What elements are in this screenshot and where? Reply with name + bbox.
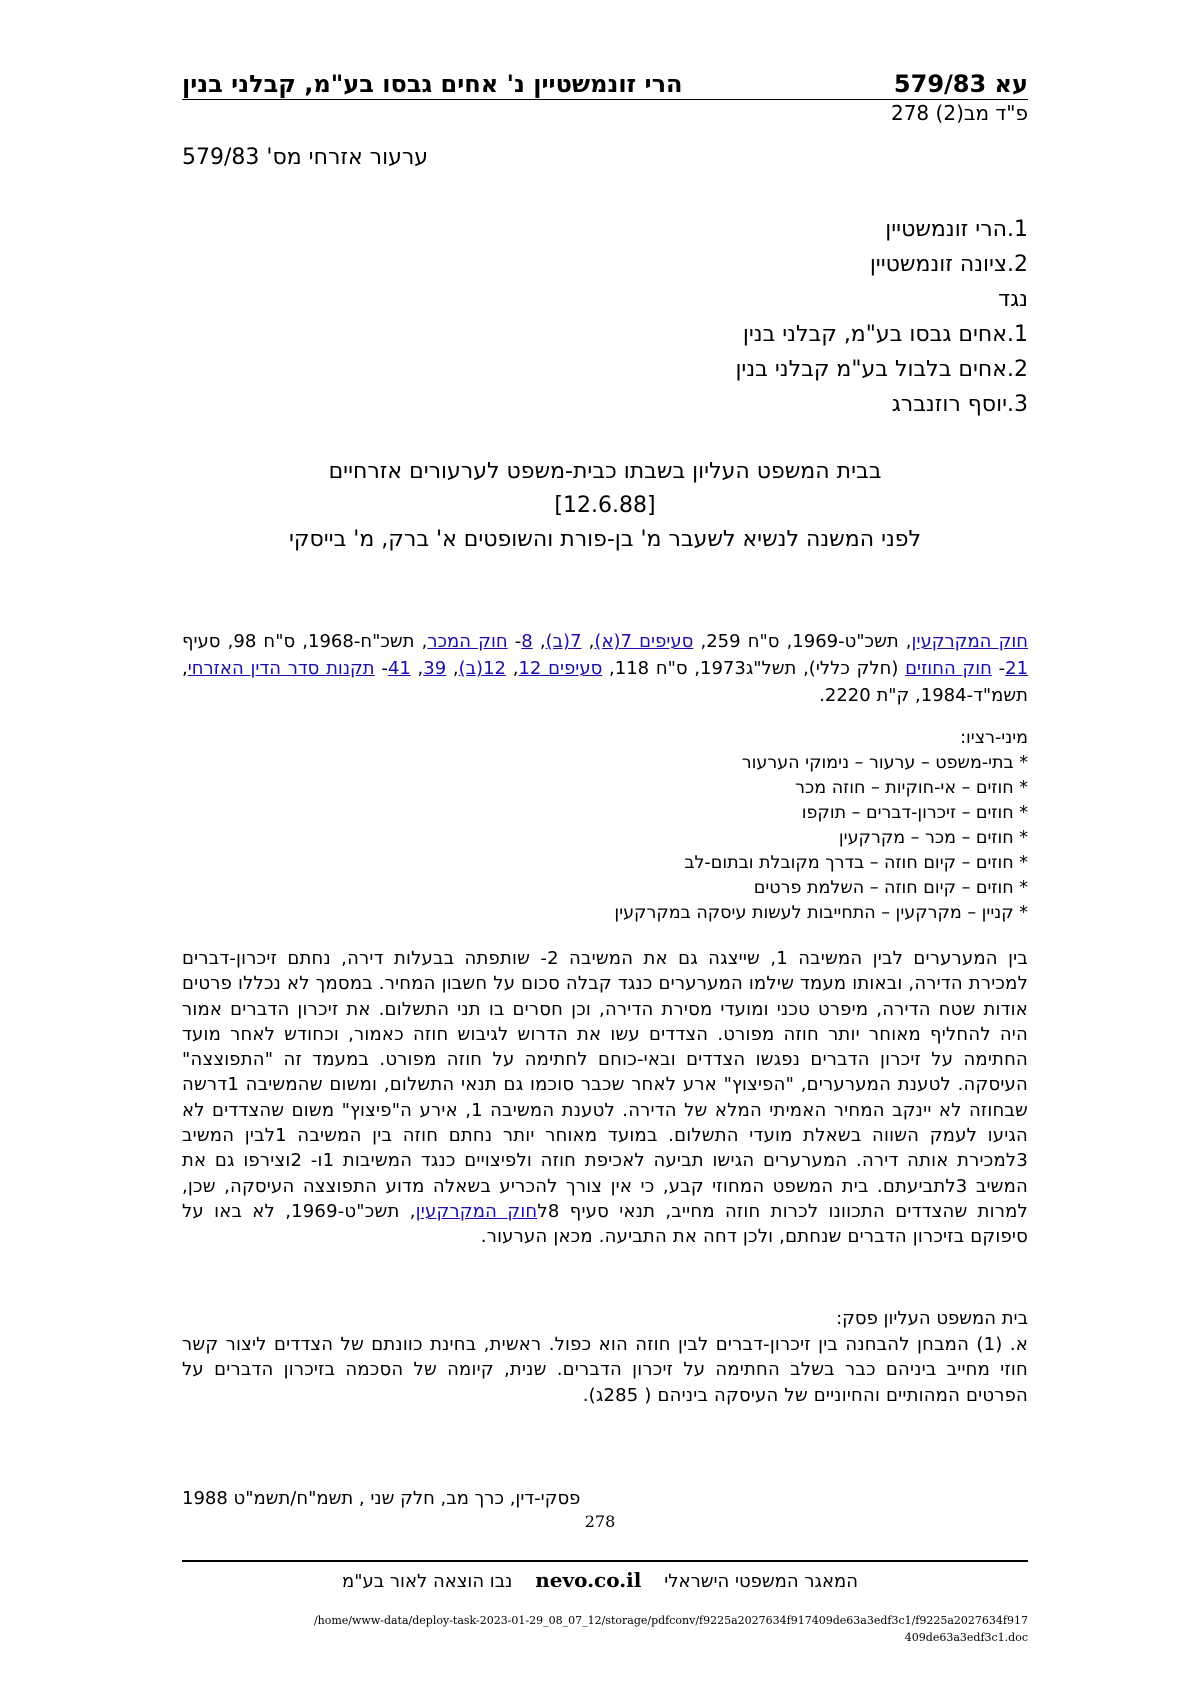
law-text: , תשכ"ח-1968, ס"ח 98, סעיף (182, 631, 428, 652)
mini-ratio-item: * חוזים – קיום חוזה – בדרך מקובלת ובתום-לב (684, 853, 1028, 873)
header-reporter-citation: פ"ד מב(2) 278 (890, 101, 1028, 125)
footer-database (0, 1568, 1200, 1592)
party-respondent-3: 3.יוסף רוזנברג (891, 392, 1028, 417)
decision-date: [12.6.88] (554, 493, 656, 518)
link-section-39[interactable]: 39 (423, 658, 447, 679)
law-text: , תשמ"ד-1984, ק"ת 2220. (182, 658, 1028, 706)
party-respondent-1: 1.אחים גבסו בע"מ, קבלני בנין (742, 322, 1028, 347)
link-contracts-law[interactable]: חוק החוזים (905, 658, 992, 679)
court-block (182, 455, 1028, 557)
law-text: , (581, 631, 595, 652)
law-text: - (374, 658, 388, 679)
party-respondent-2: 2.אחים בלבול בע"מ קבלני בנין (735, 357, 1028, 382)
law-text: (חלק כללי), תשל"ג1973, ס"ח 118, (602, 658, 906, 679)
mini-ratio-item: * חוזים – קיום חוזה – השלמת פרטים (753, 878, 1028, 898)
law-text: - (507, 631, 522, 652)
summary-text-end: , תשכ"ט-1969, לא באו על סיפוקם בזיכרון הדברים שנחתם, ולכן דחה את התביעה. מכאן הערעור. (182, 1200, 1028, 1248)
court-name: בבית המשפט העליון בשבתו כבית-משפט לערעורים אזרחיים (328, 459, 882, 484)
footer-page-number: 278 (584, 1512, 616, 1531)
header-parties-title: הרי זונמשטיין נ' אחים גבסו בע"מ, קבלני בנין (182, 70, 683, 98)
mini-ratio-item: * בתי-משפט – ערעור – נימוקי הערעור (741, 753, 1028, 773)
judges-line: לפני המשנה לנשיא לשעבר מ' בן-פורת והשופטים א' ברק, מ' בייסקי (288, 527, 922, 552)
mini-ratio-heading: מיני-רציו: (960, 728, 1028, 748)
footer-divider (182, 1560, 1028, 1562)
law-text: , תשכ"ט-1969, ס"ח 259, (693, 631, 912, 652)
parties-list (528, 212, 1028, 422)
footer-file-path: /home/www-data/deploy-task-2023-01-29_08_07_12/storage/pdfconv/f9225a2027634f917409de63a3edf3c1/f9225a2027634f917409de63a3edf3c1.doc (313, 1614, 1028, 1644)
party-appellant-2: 2.ציונה זונמשטיין (869, 252, 1028, 277)
link-sale-law[interactable]: חוק המכר (427, 631, 508, 652)
law-text: - (991, 658, 1006, 679)
legislation-references (182, 628, 1028, 709)
header-divider (182, 99, 1028, 100)
link-section-12b[interactable]: 12(ב) (458, 658, 506, 679)
mini-ratio (182, 726, 1028, 926)
versus-label: נגד (998, 287, 1028, 312)
link-section-21[interactable]: 21 (1005, 658, 1029, 679)
mini-ratio-item: * קניין – מקרקעין – התחייבות לעשות עיסקה במקרקעין (614, 903, 1028, 923)
ruling-text: א. (1) המבחן להבחנה בין זיכרון-דברים לבין חוזה הוא כפול. ראשית, בחינת כוונתם של הצדדים ליצור קשר חוזי מחייב ביניהם כבר בשלב החתימה על זיכרון הדברים. שנית, קיומה של הסכמה בזיכרון הדברים על הפרטים המהותיים והחיוניים של העיסקה ביניהם ( 285ג). (182, 1334, 1028, 1406)
footer-source: פסקי-דין, כרך מב, חלק שני , תשמ"ח/תשמ"ט 1988 (182, 1488, 581, 1509)
mini-ratio-item: * חוזים – אי-חוקיות – חוזה מכר (795, 778, 1028, 798)
link-sections-7a[interactable]: סעיפים 7(א) (594, 631, 694, 652)
law-text: , (410, 658, 424, 679)
case-summary (182, 946, 1028, 1250)
mini-ratio-item: * חוזים – זיכרון-דברים – תוקפו (801, 803, 1028, 823)
link-civil-procedure-regs[interactable]: תקנות סדר הדין האזרחי (187, 658, 375, 679)
footer-publisher: נבו הוצאה לאור בע"מ (342, 1571, 513, 1592)
footer-db-name: המאגר המשפטי הישראלי (664, 1571, 858, 1592)
ruling-heading: בית המשפט העליון פסק: (836, 1308, 1028, 1329)
link-section-41[interactable]: 41 (387, 658, 411, 679)
link-section-8[interactable]: 8 (521, 631, 533, 652)
link-section-7b[interactable]: 7(ב) (545, 631, 582, 652)
party-appellant-1: 1.הרי זונמשטיין (885, 217, 1028, 242)
link-land-law-summary[interactable]: חוק המקרקעין (415, 1200, 538, 1222)
link-sections-12[interactable]: סעיפים 12 (518, 658, 603, 679)
summary-text: בין המערערים לבין המשיבה 1, שייצגה גם את המשיבה 2- שותפתה בבעלות דירה, נחתם זיכרון-דברים למכירת הדירה, ובאותו מעמד שילמו המערערים כנגד קבלה סכום על חשבון המחיר. במסמך לא נכללו פרטים אודות שטח הדירה, מיפרט טכני ומועדי מסירת הדירה, וכן חסרים בו תני התשלום. את זיכרון הדברים אמור היה להחליף מאוחר יותר חוזה מפורט. הצדדים עשו את הדרוש לגיבוש חוזה כאמור, וכחודש לאחר מועד החתימה על זיכרון הדברים נפגשו הצדדים ובאי-כוחם לחתימה על חוזה מפורט. במעמד זה "התפוצצה" העיסקה. לטענת המערערים, "הפיצוץ" ארע לאחר שכבר סוכמו גם תנאי התשלום, ומשום שהמשיבה 1דרשה שבחוזה לא יינקב המחיר האמיתי המלא של הדירה. לטענת המשיבה 1, אירע ה"פיצוץ" משום שהצדדים לא הגיעו לעמק השווה בשאלת מועדי התשלום. במועד מאוחר יותר נחתם חוזה בין המשיבה 1לבין המשיב 3למכירת אותה דירה. המערערים הגישו תביעה לאכיפת חוזה ולפיצויים כנגד המשיבות 1ו- 2וצירפו גם את המשיב 3לתביעתם. בית המשפט המחוזי קבע, כי אין צורך להכריע בשאלה מדוע התפוצצה העיסקה, שכן, למרות שהצדדים התכוונו לכרות חוזה מחייב, תנאי סעיף 8ל (182, 948, 1029, 1222)
footer-site: nevo.co.il (535, 1568, 642, 1592)
appeal-title: ערעור אזרחי מס' 579/83 (182, 145, 429, 170)
mini-ratio-item: * חוזים – מכר – מקרקעין (838, 828, 1028, 848)
header-case-number: עא 579/83 (893, 70, 1028, 98)
link-land-law[interactable]: חוק המקרקעין (911, 631, 1029, 652)
law-text: , (446, 658, 459, 679)
law-text: , (505, 658, 519, 679)
law-text: , (532, 631, 546, 652)
